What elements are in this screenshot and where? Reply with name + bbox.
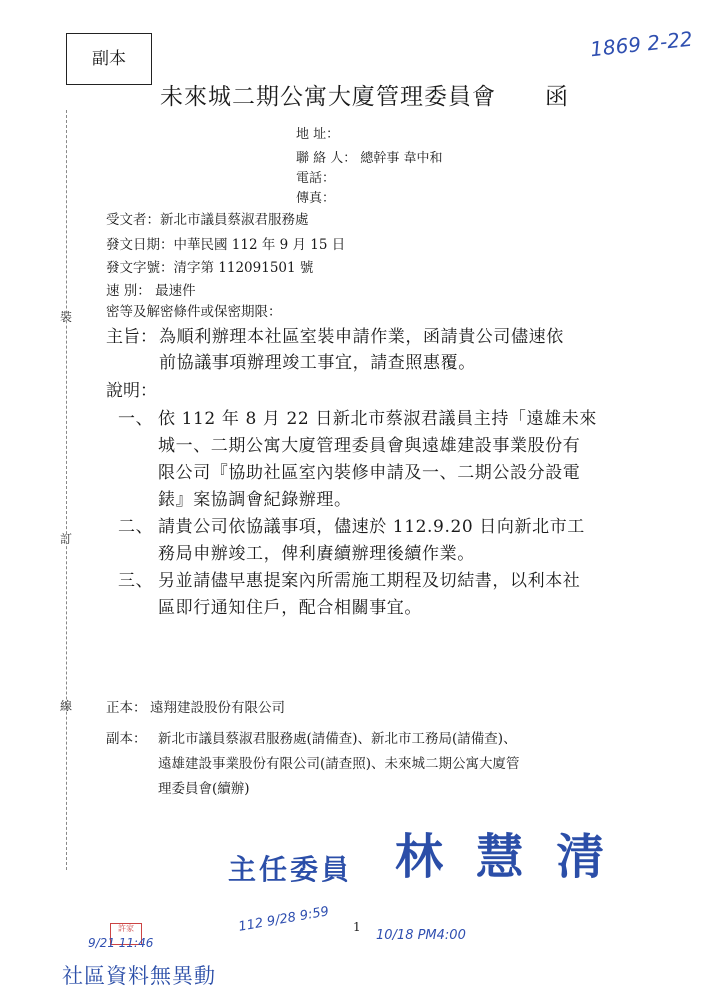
item-3-line-2: 區即行通知住戶，配合相關事宜。 <box>158 598 422 618</box>
sender-contact <box>296 147 443 166</box>
priority-value: 最速件 <box>155 283 196 299</box>
binding-mark-top: 裝 <box>60 310 73 324</box>
contact-label: 聯 絡 人： <box>296 151 357 166</box>
cc-line-3: 理委員會(續辦) <box>158 781 250 797</box>
binding-mark-bottom: 線 <box>60 699 73 713</box>
sender-address <box>296 123 339 142</box>
priority-label: 速 別： <box>106 283 151 299</box>
item-1-marker: 一、 <box>118 409 154 429</box>
main-recipient-value: 遠翔建設股份有限公司 <box>150 700 285 716</box>
cc-line-1: 新北市議員蔡淑君服務處(請備查)、新北市工務局(請備查)、 <box>158 731 517 747</box>
sender-fax: 傳真： <box>296 191 336 206</box>
handwriting-middle: 112 9/28 9:59 <box>237 904 331 935</box>
document-title: 未來城二期公寓大廈管理委員會 <box>160 84 496 110</box>
item-1-line-3: 限公司『協助社區室內裝修申請及一、二期公設分設電 <box>158 463 581 483</box>
handwritten-number: 1869 2-22 <box>589 26 694 62</box>
item-3-marker: 三、 <box>118 571 154 591</box>
item-2-line-2: 務局申辦竣工，俾利賡續辦理後續作業。 <box>158 544 475 564</box>
item-1-line-4: 錶』案協調會紀錄辦理。 <box>158 490 352 510</box>
cc-label: 副本： <box>106 731 147 747</box>
bottom-stamp: 社區資料無異動 <box>62 964 216 988</box>
recipient: 受文者：新北市議員蔡淑君服務處 <box>106 212 309 228</box>
handwriting-right: 10/18 PM4:00 <box>376 928 466 943</box>
explanation-label: 說明： <box>106 381 157 401</box>
item-1-line-1: 依 112 年 8 月 22 日新北市蔡淑君議員主持「遠雄未來 <box>158 409 597 429</box>
issue-date: 發文日期：中華民國 112 年 9 月 15 日 <box>106 237 346 253</box>
item-2-line-1: 請貴公司依協議事項，儘速於 112.9.20 日向新北市工 <box>158 517 585 537</box>
main-recipient-label: 正本： <box>106 700 147 716</box>
item-2-marker: 二、 <box>118 517 154 537</box>
page-number: 1 <box>353 920 361 934</box>
binding-line <box>66 110 67 870</box>
subject-line-2: 前協議事項辦理竣工事宜，請查照惠覆。 <box>159 353 476 373</box>
item-3-line-1: 另並請儘早惠提案內所需施工期程及切結書，以利本社 <box>158 571 581 591</box>
subject-line-1: 為順利辦理本社區室裝申請作業，函請貴公司儘速依 <box>159 327 564 347</box>
priority <box>106 279 196 299</box>
reference-number: 發文字號：清字第 112091501 號 <box>106 260 314 276</box>
binding-mark-middle: 訂 <box>60 532 73 546</box>
copy-label-box: 副本 <box>66 33 152 85</box>
secrecy-level: 密等及解密條件或保密期限： <box>106 304 282 320</box>
sender-phone: 電話： <box>296 171 336 186</box>
subject-label: 主旨： <box>106 327 157 347</box>
item-1-line-2: 城一、二期公寓大廈管理委員會與遠雄建設事業股份有 <box>158 436 581 456</box>
chairman-name-stamp: 林 慧 清 <box>395 829 613 885</box>
red-seal: 許家 <box>110 923 142 945</box>
cc-line-2: 遠雄建設事業股份有限公司(請查照)、未來城二期公寓大廈管 <box>158 756 520 772</box>
document-type: 函 <box>545 84 568 110</box>
contact-value: 總幹事 韋中和 <box>360 151 443 166</box>
address-label: 地 址： <box>296 127 340 142</box>
chairman-title-stamp: 主任委員 <box>228 853 353 886</box>
handwriting-left: 9/21 11:46 <box>88 936 154 950</box>
